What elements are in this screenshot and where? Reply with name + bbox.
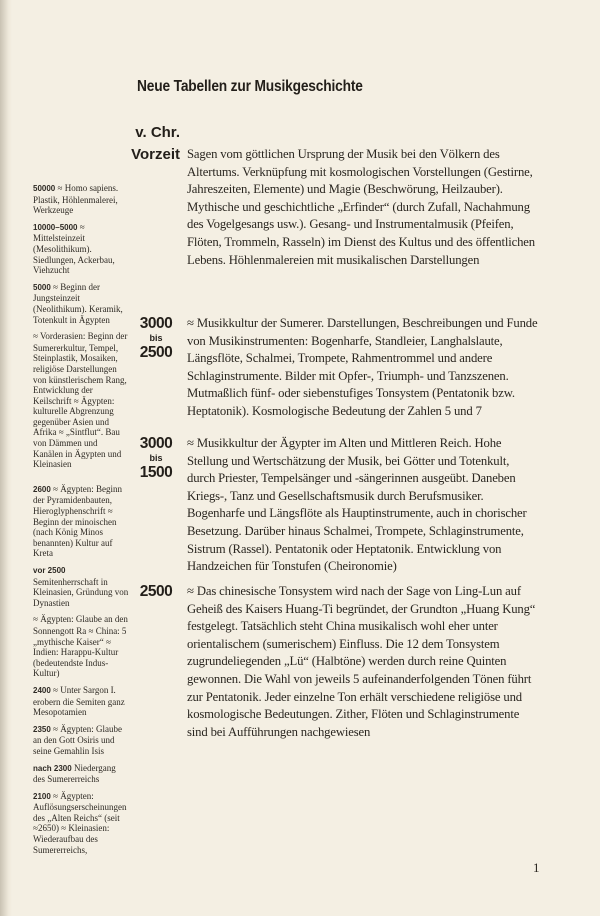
period-label: Vorzeit (131, 146, 180, 163)
note-text: ≈ Homo sapiens. Plastik, Höhlenmalerei, Werkzeuge (33, 183, 119, 216)
date-from: 3000 (139, 315, 173, 332)
note-text: Niedergang des Sumererreichs (33, 762, 116, 785)
date-to: 1500 (139, 464, 173, 481)
sidebar-notes (33, 183, 129, 861)
note-date: vor 2500 (33, 566, 66, 575)
sidebar-note (33, 614, 129, 679)
entry-date-aegypter (130, 434, 182, 482)
note-date: 50000 (33, 184, 56, 193)
date-to: 2500 (139, 344, 173, 361)
note-text: ≈ Ägypten: Glaube an den Gott Osiris und seine Gemahlin Isis (33, 723, 122, 756)
date-separator: bis (149, 333, 163, 343)
sidebar-note (33, 724, 129, 757)
note-date: 10000–5000 (33, 222, 78, 232)
note-text: ≈ Vorderasien: Beginn der Sumererkultur, Tempel, Steinplastik, Mosaiken, religiöse Darstellungen von künstlerischem Rang, Entwicklung der Keilschrift ≈ Ägypten: kulturelle Abgrenzung gegenüber Asien und Afrika ≈ „Sintflut“. Bau von Dämmen und Kanälen in Ägypten und Kleinasien (33, 331, 128, 470)
date-from: 3000 (139, 435, 173, 452)
sidebar-note (33, 685, 129, 718)
note-text: Semitenherrschaft in Kleinasien, Gründung von Dynastien (33, 576, 129, 608)
note-text: ≈ Ägypten: Auflösungserscheinungen des „Alten Reichs“ (seit ≈2650) ≈ Kleinasien: Wiederaufbau des Sumererreichs, (33, 790, 127, 855)
note-text: ≈ Ägypten: Beginn der Pyramidenbauten, Hieroglyphenschrift ≈ Beginn der minoischen (nach König Minos benannten) Kultur auf Kreta (33, 483, 122, 559)
entry-date-china (130, 582, 182, 601)
note-text: ≈ Beginn der Jungsteinzeit (Neolithikum). Keramik, Totenkult in Ägypten (33, 281, 123, 325)
sidebar-note (33, 331, 129, 470)
sidebar-note (33, 791, 129, 856)
page-number: 1 (533, 860, 540, 875)
note-date: 2600 (33, 484, 51, 494)
entry-text-sumerer: ≈ Musikkultur der Sumerer. Darstellungen, Beschreibungen und Funde von Musikinstrumenten: Bogenharfe, Standleier, Langhalslaute, Längsflöte, Schalmei, Trompete, Rahmentrommel und andere Schlaginstrumente. Bilder mit Opfer-, Triumph- und Tanzszenen. Mutmaßlich fünf- oder siebenstufiges Tonsystem (Pentatonik bzw. Heptatonik). Kosmologische Bedeutung der Zahlen 5 und 7 (187, 316, 538, 418)
note-text: ≈ Mittelsteinzeit (Mesolithikum). Siedlungen, Ackerbau, Viehzucht (33, 221, 115, 276)
era-label: v. Chr. (135, 124, 180, 141)
page-title: Neue Tabellen zur Musikgeschichte (137, 78, 363, 95)
note-date: 2100 (33, 791, 51, 801)
entry-date-sumerer (130, 314, 182, 362)
entry-text-aegypter: ≈ Musikkultur der Ägypter im Alten und Mittleren Reich. Hohe Stellung und Wertschätzung der Musik, bei Götter und Totenkult, durch Priester, Tempelsänger und -sängerinnen ausgeübt. Daneben Kriegs-, Tanz und Gesellschaftsmusik durch Berufsmusiker. Bogenharfe und Längsflöte als Hauptinstrumente, auch in chorischer Besetzung. Darüber hinaus Schalmei, Trompete, Schlaginstrumente, Sistrum (Rassel). Pentatonik oder Heptatonik. Entwicklung von Handzeichen für Tonstufen (Cheironomie) (187, 436, 527, 574)
note-date: 5000 (33, 282, 51, 292)
note-text: ≈ Ägypten: Glaube an den Sonnengott Ra ≈ China: 5 „mythische Kaiser“ ≈ Indien: Harappu-Kultur (bedeutendste Indus-Kultur) (33, 614, 128, 679)
sidebar-note (33, 484, 129, 559)
sidebar-note (33, 763, 129, 785)
sidebar-note (33, 282, 129, 325)
note-date: nach 2300 (33, 763, 72, 773)
sidebar-note (33, 183, 129, 216)
note-date: 2350 (33, 724, 51, 734)
entry-text-vorzeit: Sagen vom göttlichen Ursprung der Musik bei den Völkern des Altertums. Verknüpfung mit kosmologischen Vorstellungen (Gestirne, Jahreszeiten, Elemente) und Magie (Beschwörung, Heilzauber). Mythische und geschichtliche „Erfinder“ (durch Zufall, Nachahmung des Vogelgesangs usw.). Gesang- und Instrumentalmusik (Pfeifen, Flöten, Trommeln, Rasseln) im Dienst des Kultus und des öffentlichen Lebens. Höhlenmalereien mit musikalischen Darstellungen (187, 147, 535, 267)
sidebar-note (33, 565, 129, 608)
page-edge-shadow (0, 0, 12, 916)
date-separator: bis (149, 453, 163, 463)
sidebar-note (33, 222, 129, 276)
note-date: 2400 (33, 685, 51, 695)
entry-text-china: ≈ Das chinesische Tonsystem wird nach der Sage von Ling-Lun auf Geheiß des Kaisers Huang-Ti begründet, der Grundton „Huang Kung“ festgelegt. Tatsächlich steht China musikalisch wohl eher unter orientalischem (sumerischem) Einfluss. Die 12 dem Tonsystem zugrundeliegenden „Lü“ (Halbtöne) werden durch reine Quinten gewonnen. Die Wahl von jeweils 5 aufeinanderfolgenden Tönen führt zur Pentatonik. Jeder einzelne Ton erhält verschiedene religiöse und kosmologische Bedeutungen. Zither, Flöten und Schlaginstrumente sind bei Aufführungen nachgewiesen (187, 584, 536, 739)
date-from: 2500 (139, 583, 173, 600)
note-text: ≈ Unter Sargon I. erobern die Semiten ganz Mesopotamien (33, 684, 125, 718)
